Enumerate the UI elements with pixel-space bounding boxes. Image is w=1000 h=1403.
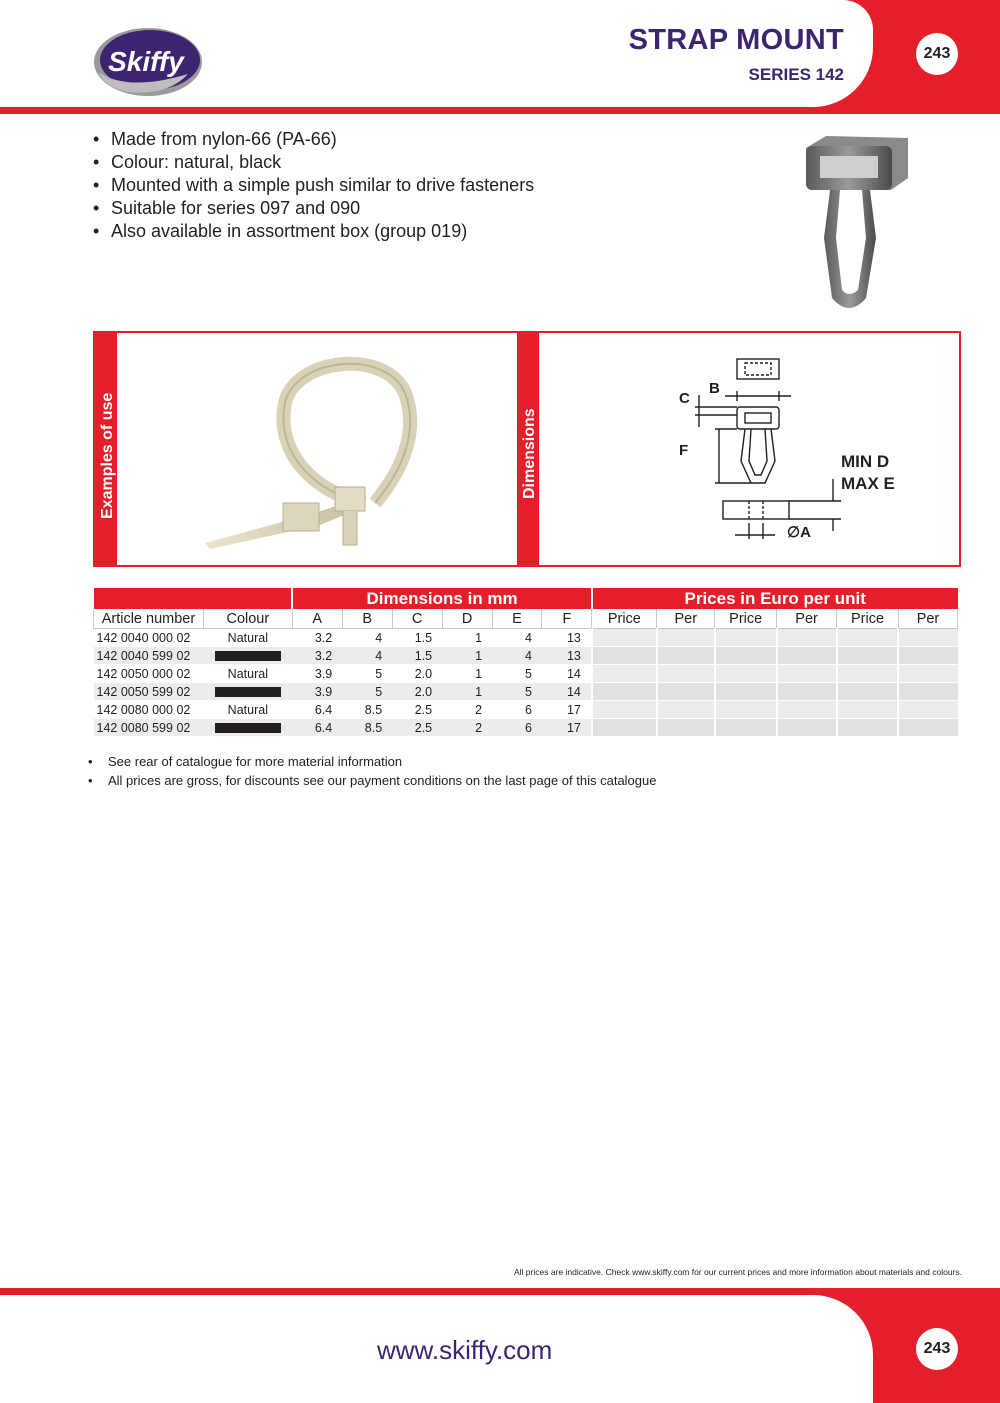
price-cell (592, 647, 657, 665)
dimensions-group-header: Dimensions in mm (292, 588, 592, 609)
per-cell (777, 719, 837, 737)
dim-label-f: F (679, 442, 689, 459)
article-number-cell: 142 0040 599 02 (94, 647, 204, 665)
article-number-cell: 142 0080 000 02 (94, 701, 204, 719)
price-cell (592, 701, 657, 719)
per-cell (657, 701, 715, 719)
dimension-c-cell: 2.0 (392, 683, 442, 701)
prices-group-header: Prices in Euro per unit (592, 588, 958, 609)
column-header: Price (592, 609, 657, 629)
column-header: C (392, 609, 442, 629)
price-cell (715, 629, 777, 647)
footer-disclaimer: All prices are indicative. Check www.skiffy.com for our current prices and more information about materials and colours. (513, 1267, 962, 1277)
table-row (94, 683, 958, 701)
group-header-row (94, 588, 958, 609)
feature-item: • Colour: natural, black (93, 151, 534, 174)
column-header: F (542, 609, 592, 629)
page-title: STRAP MOUNT (628, 24, 844, 56)
dimension-e-cell: 4 (492, 629, 542, 647)
dimension-e-cell: 5 (492, 665, 542, 683)
group-header-blank (94, 588, 293, 609)
note-item: • See rear of catalogue for more material information (88, 752, 656, 771)
per-cell (898, 719, 957, 737)
dim-label-max-e: MAX E (841, 474, 895, 493)
per-cell (777, 683, 837, 701)
dimension-d-cell: 1 (442, 683, 492, 701)
dimension-f-cell: 14 (542, 683, 592, 701)
column-header: Article number (94, 609, 204, 629)
price-cell (837, 647, 899, 665)
dimension-d-cell: 2 (442, 701, 492, 719)
column-header: Colour (203, 609, 292, 629)
colour-cell (203, 683, 292, 701)
series-subtitle: SERIES 142 (748, 65, 844, 84)
price-cell (715, 719, 777, 737)
colour-cell (203, 647, 292, 665)
price-cell (592, 629, 657, 647)
footer-red-line (0, 1288, 1000, 1295)
price-cell (715, 683, 777, 701)
dimension-e-cell: 5 (492, 683, 542, 701)
price-cell (837, 719, 899, 737)
column-header: Price (837, 609, 899, 629)
table-row (94, 719, 958, 737)
dimension-e-cell: 4 (492, 647, 542, 665)
dimension-a-cell: 6.4 (292, 719, 342, 737)
column-header: Price (715, 609, 777, 629)
table-row (94, 647, 958, 665)
price-cell (592, 683, 657, 701)
price-cell (715, 665, 777, 683)
dimension-c-cell: 1.5 (392, 647, 442, 665)
feature-item: • Also available in assortment box (group 019) (93, 220, 534, 243)
table-body (94, 629, 958, 737)
per-cell (898, 665, 957, 683)
page-number-badge: 243 (916, 33, 958, 75)
dimension-a-cell: 3.9 (292, 665, 342, 683)
article-number-cell: 142 0080 599 02 (94, 719, 204, 737)
per-cell (657, 719, 715, 737)
dimension-f-cell: 17 (542, 719, 592, 737)
table-row (94, 629, 958, 647)
price-cell (837, 683, 899, 701)
dimension-d-cell: 1 (442, 647, 492, 665)
per-cell (777, 629, 837, 647)
price-cell (592, 665, 657, 683)
per-cell (657, 647, 715, 665)
dim-label-b: B (709, 380, 720, 397)
price-cell (837, 701, 899, 719)
dimension-f-cell: 13 (542, 647, 592, 665)
per-cell (657, 683, 715, 701)
examples-label-wrap (95, 333, 117, 565)
black-colour-swatch (215, 723, 281, 733)
dimension-a-cell: 3.9 (292, 683, 342, 701)
article-number-cell: 142 0050 599 02 (94, 683, 204, 701)
price-cell (837, 665, 899, 683)
dimension-c-cell: 1.5 (392, 629, 442, 647)
dimension-e-cell: 6 (492, 719, 542, 737)
dimension-a-cell: 3.2 (292, 647, 342, 665)
dimension-d-cell: 2 (442, 719, 492, 737)
dim-label-a: ∅A (787, 524, 811, 541)
footer-page-number-badge: 243 (916, 1328, 958, 1370)
colour-cell (203, 719, 292, 737)
dimension-b-cell: 8.5 (342, 701, 392, 719)
column-header: B (342, 609, 392, 629)
table-row (94, 665, 958, 683)
column-header: D (442, 609, 492, 629)
header-red-line (0, 107, 1000, 114)
column-header: Per (898, 609, 957, 629)
table-row (94, 701, 958, 719)
price-cell (715, 647, 777, 665)
article-number-cell: 142 0040 000 02 (94, 629, 204, 647)
dimension-b-cell: 5 (342, 665, 392, 683)
dimension-a-cell: 3.2 (292, 629, 342, 647)
colour-cell: Natural (203, 665, 292, 683)
dimension-b-cell: 8.5 (342, 719, 392, 737)
feature-item: • Made from nylon-66 (PA-66) (93, 128, 534, 151)
dimension-b-cell: 4 (342, 647, 392, 665)
cable-tie-example-image (195, 353, 455, 553)
colour-cell: Natural (203, 701, 292, 719)
per-cell (657, 629, 715, 647)
examples-dimensions-panel (93, 331, 961, 567)
logo-text: Skiffy (108, 46, 184, 77)
dimension-e-cell: 6 (492, 701, 542, 719)
dimension-f-cell: 17 (542, 701, 592, 719)
dimensions-label: Dimensions (521, 408, 538, 499)
column-header: Per (657, 609, 715, 629)
dim-label-c: C (679, 390, 690, 407)
per-cell (898, 629, 957, 647)
dimensions-label-wrap (517, 333, 539, 565)
dimension-c-cell: 2.0 (392, 665, 442, 683)
examples-of-use-label: Examples of use (99, 392, 116, 519)
column-header: E (492, 609, 542, 629)
price-cell (837, 629, 899, 647)
dimension-b-cell: 4 (342, 629, 392, 647)
note-item: • All prices are gross, for discounts see our payment conditions on the last page of this catalogue (88, 771, 656, 790)
dimension-d-cell: 1 (442, 629, 492, 647)
dimension-a-cell: 6.4 (292, 701, 342, 719)
column-header-row (94, 609, 958, 629)
per-cell (898, 683, 957, 701)
per-cell (657, 665, 715, 683)
dimension-f-cell: 14 (542, 665, 592, 683)
per-cell (777, 701, 837, 719)
per-cell (898, 701, 957, 719)
dimension-b-cell: 5 (342, 683, 392, 701)
website-link[interactable]: www.skiffy.com (377, 1335, 553, 1365)
dimension-c-cell: 2.5 (392, 701, 442, 719)
per-cell (777, 665, 837, 683)
dimension-d-cell: 1 (442, 665, 492, 683)
price-cell (715, 701, 777, 719)
price-cell (592, 719, 657, 737)
column-header: A (292, 609, 342, 629)
article-number-cell: 142 0050 000 02 (94, 665, 204, 683)
dim-label-min-d: MIN D (841, 452, 890, 471)
feature-item: • Suitable for series 097 and 090 (93, 197, 534, 220)
product-table (93, 588, 958, 737)
feature-list (93, 128, 534, 243)
notes-list (88, 752, 656, 790)
per-cell (898, 647, 957, 665)
dimension-f-cell: 13 (542, 629, 592, 647)
black-colour-swatch (215, 651, 281, 661)
per-cell (777, 647, 837, 665)
footer-white-area (560, 1295, 873, 1403)
feature-item: • Mounted with a simple push similar to drive fasteners (93, 174, 534, 197)
dimension-drawing (665, 351, 915, 551)
black-colour-swatch (215, 687, 281, 697)
colour-cell: Natural (203, 629, 292, 647)
skiffy-logo (88, 22, 206, 100)
strap-mount-product-image (796, 128, 914, 318)
column-header: Per (777, 609, 837, 629)
dimension-c-cell: 2.5 (392, 719, 442, 737)
